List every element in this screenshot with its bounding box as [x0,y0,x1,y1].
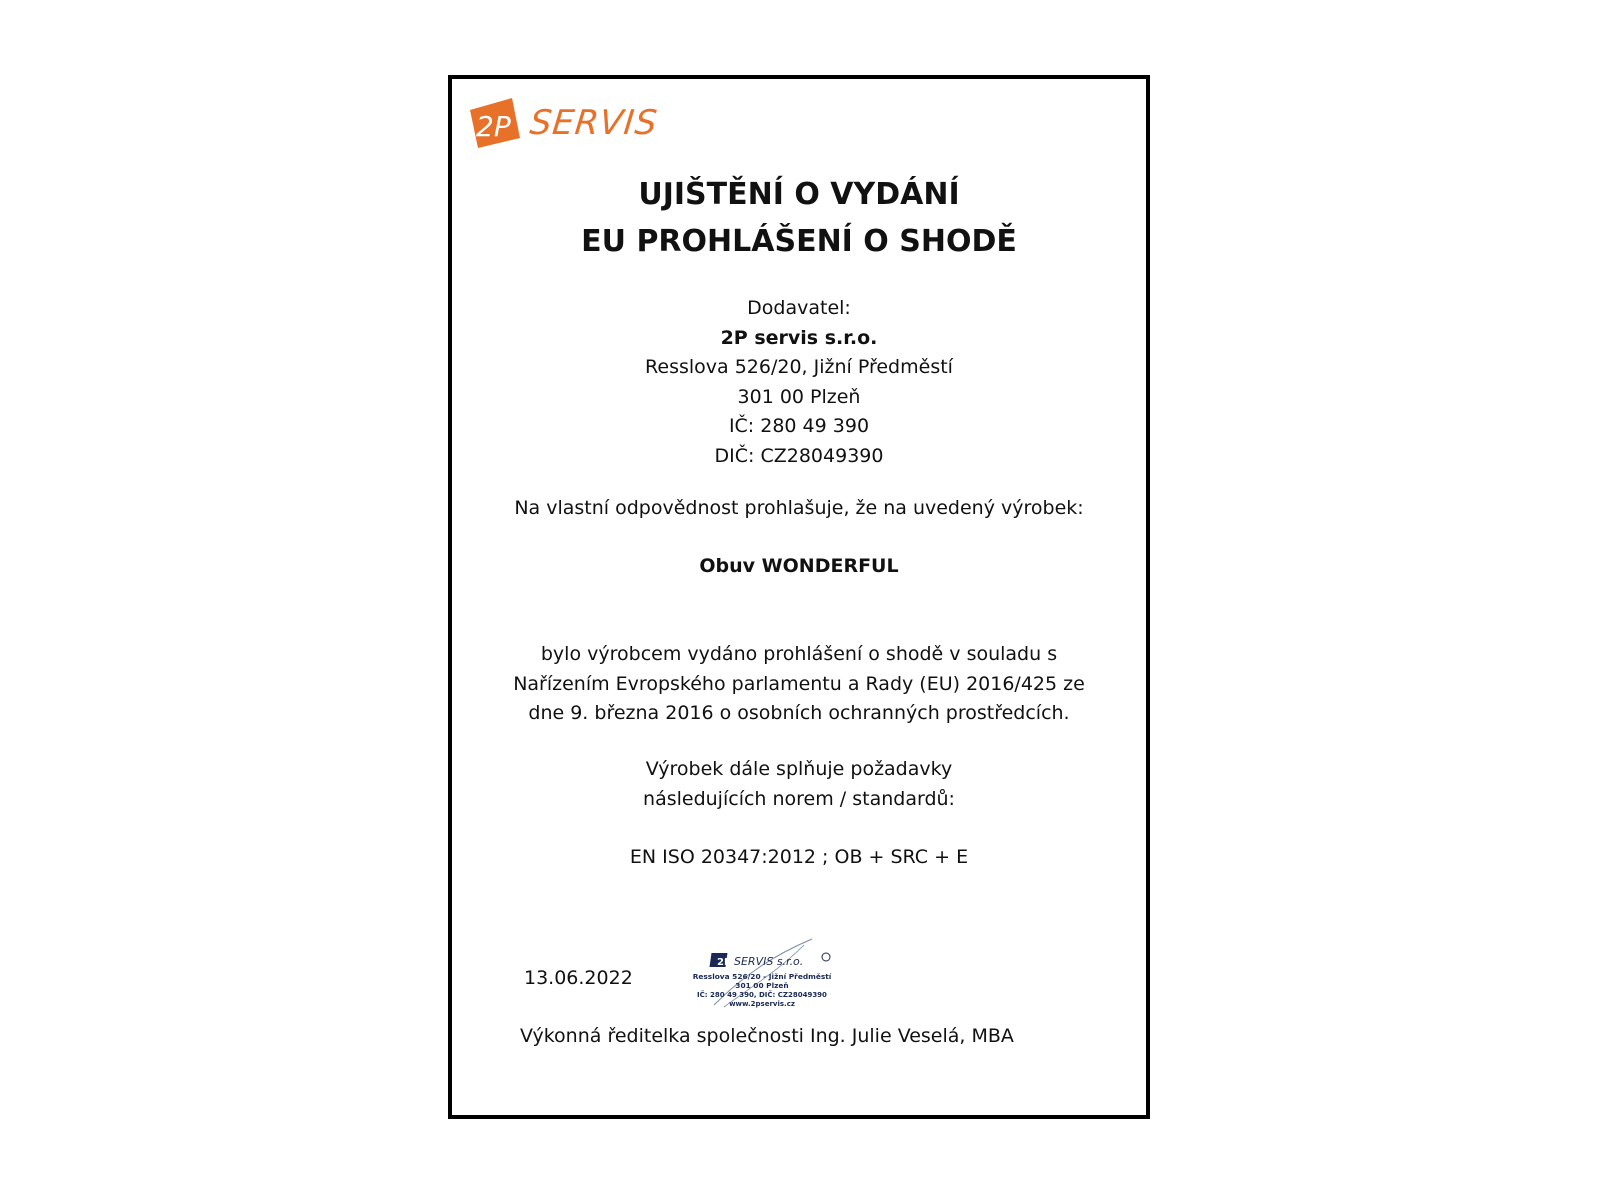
2p-logo-icon [466,96,522,150]
title-line-2: EU PROHLÁŠENÍ O SHODĚ [581,224,1017,259]
document-page [448,75,1150,1119]
svg-text:2P: 2P [476,110,511,143]
stamp-line-1: Resslova 526/20 - Jižní Předměstí [692,972,832,981]
compliance-line-1: bylo výrobcem vydáno prohlášení o shodě v souladu s [540,643,1058,665]
compliance-statement [452,640,1146,729]
declaration-text: Na vlastní odpovědnost prohlašuje, že na uvedený výrobek: [514,497,1084,519]
logo-text: SERVIS [527,103,660,143]
supplier-street: Resslova 526/20, Jižní Předměstí [645,356,953,378]
supplier-block [452,294,1146,471]
signatory: Výkonná ředitelka společnosti Ing. Julie Veselá, MBA [520,1025,1014,1047]
stamp-line-4: www.2pservis.cz [729,1000,795,1008]
document-date: 13.06.2022 [524,967,633,989]
supplier-city: 301 00 Plzeň [737,385,861,408]
product-name: Obuv WONDERFUL [699,555,899,577]
standards-intro-line-1: Výrobek dále splňuje požadavky [645,758,953,780]
supplier-name: 2P servis s.r.o. [720,326,878,349]
stamp-brand: SERVIS s.r.o. [734,955,804,968]
svg-text:2P: 2P [717,957,732,968]
standards-intro [452,755,1146,814]
company-logo [466,93,658,153]
supplier-label: Dodavatel: [747,297,851,319]
compliance-line-2: Nařízením Evropského parlamentu a Rady (EU) 2016/425 ze [513,672,1085,695]
document-title [452,171,1146,265]
standard-reference: EN ISO 20347:2012 ; OB + SRC + E [629,846,969,868]
supplier-ic: IČ: 280 49 390 [728,415,870,437]
standards-intro-line-2: následujících norem / standardů: [643,787,955,810]
supplier-dic: DIČ: CZ28049390 [714,444,884,467]
company-stamp [684,935,840,1015]
compliance-line-3: dne 9. března 2016 o osobních ochranných prostředcích. [528,702,1070,724]
stamp-line-3: IČ: 280 49 390, DIČ: CZ28049390 [697,991,827,999]
stamp-line-2: 301 00 Plzeň [735,981,789,990]
title-line-1: UJIŠTĚNÍ O VYDÁNÍ [638,177,960,212]
